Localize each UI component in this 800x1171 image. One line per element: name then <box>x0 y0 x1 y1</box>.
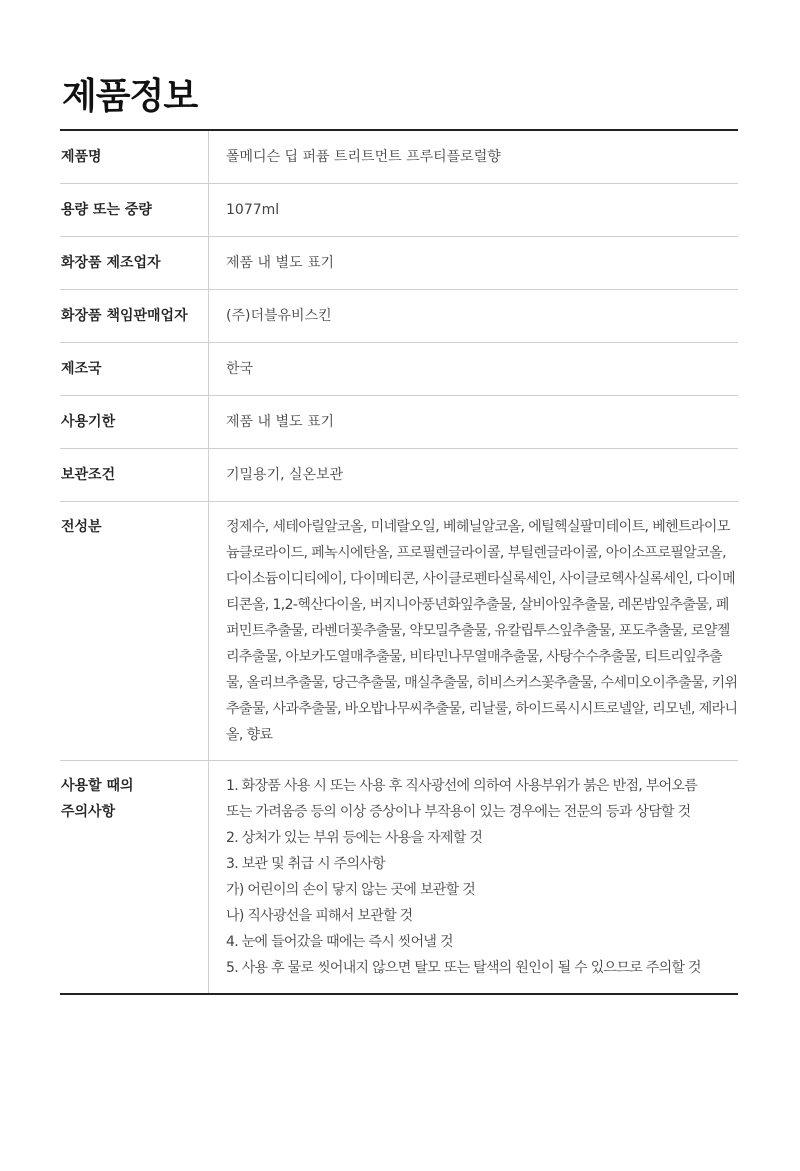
row-value: 폴메디슨 딥 퍼퓸 트리트먼트 프루티플로럴향 <box>209 130 739 184</box>
ingredients-text: 정제수, 세테아릴알코올, 미네랄오일, 베헤닐알코올, 에틸헥실팔미테이트, 베헨트라이모늄클로라이드, 페녹시에탄올, 프로필렌글라이콜, 부틸렌글라이콜, 아이소프로필알코올, 다이소듐이디티에이, 다이메티콘, 사이클로펜타실록세인, 사이클로헥사실록세인, 다이메티콘올, 1,2-헥산다이올, 버지니아풍년화잎추출물, 살비아잎추출물, 레몬밤잎추출물, 페퍼민트추출물, 라벤더꽃추출물, 약모밀추출물, 유칼립투스잎추출물, 포도추출물, 로얄젤리추출물, 아보카도열매추출물, 비타민나무열매추출물, 사탕수수추출물, 티트리잎추출물, 올리브추출물, 당근추출물, 매실추출물, 히비스커스꽃추출물, 수세미오이추출물, 키위추출물, 사과추출물, 바오밥나무씨추출물, 리날룰, 하이드록시시트로넬알, 리모넨, 제라니올, 향료 <box>209 502 739 761</box>
row-value: (주)더블유비스킨 <box>209 290 739 343</box>
caution-line: 1. 화장품 사용 시 또는 사용 후 직사광선에 의하여 사용부위가 붉은 반점, 부어오름 <box>226 778 698 794</box>
table-row-country <box>60 343 738 396</box>
row-label: 화장품 제조업자 <box>60 237 209 290</box>
caution-label <box>60 761 209 995</box>
caution-line: 가) 어린이의 손이 닿지 않는 곳에 보관할 것 <box>226 882 476 898</box>
table-row-storage <box>60 449 738 502</box>
table-row-expiry <box>60 396 738 449</box>
row-value: 1077ml <box>209 184 739 237</box>
table-row-ingredients <box>60 502 738 761</box>
row-label: 화장품 책임판매업자 <box>60 290 209 343</box>
caution-label-line: 주의사항 <box>61 804 116 820</box>
product-info-table <box>60 129 738 995</box>
row-label: 사용기한 <box>60 396 209 449</box>
page-title: 제품정보 <box>62 76 198 117</box>
row-value: 기밀용기, 실온보관 <box>209 449 739 502</box>
caution-label-line: 사용할 때의 <box>61 778 134 794</box>
row-label: 전성분 <box>60 502 209 761</box>
row-label: 제품명 <box>60 130 209 184</box>
table-row-manufacturer <box>60 237 738 290</box>
caution-line: 또는 가려움증 등의 이상 증상이나 부작용이 있는 경우에는 전문의 등과 상담할 것 <box>226 804 691 820</box>
caution-line: 나) 직사광선을 피해서 보관할 것 <box>226 908 413 924</box>
table-row-distributor <box>60 290 738 343</box>
caution-line: 2. 상처가 있는 부위 등에는 사용을 자제할 것 <box>226 830 483 846</box>
caution-line: 5. 사용 후 물로 씻어내지 않으면 탈모 또는 탈색의 원인이 될 수 있으므로 주의할 것 <box>226 960 701 976</box>
row-value: 제품 내 별도 표기 <box>209 396 739 449</box>
row-label: 보관조건 <box>60 449 209 502</box>
table-row-volume <box>60 184 738 237</box>
caution-line: 4. 눈에 들어갔을 때에는 즉시 씻어낼 것 <box>226 934 453 950</box>
row-label: 용량 또는 중량 <box>60 184 209 237</box>
caution-line: 3. 보관 및 취급 시 주의사항 <box>226 856 385 872</box>
row-value: 한국 <box>209 343 739 396</box>
table-row-product-name <box>60 130 738 184</box>
row-label: 제조국 <box>60 343 209 396</box>
table-row-caution <box>60 761 738 995</box>
row-value: 제품 내 별도 표기 <box>209 237 739 290</box>
caution-text <box>209 761 739 995</box>
